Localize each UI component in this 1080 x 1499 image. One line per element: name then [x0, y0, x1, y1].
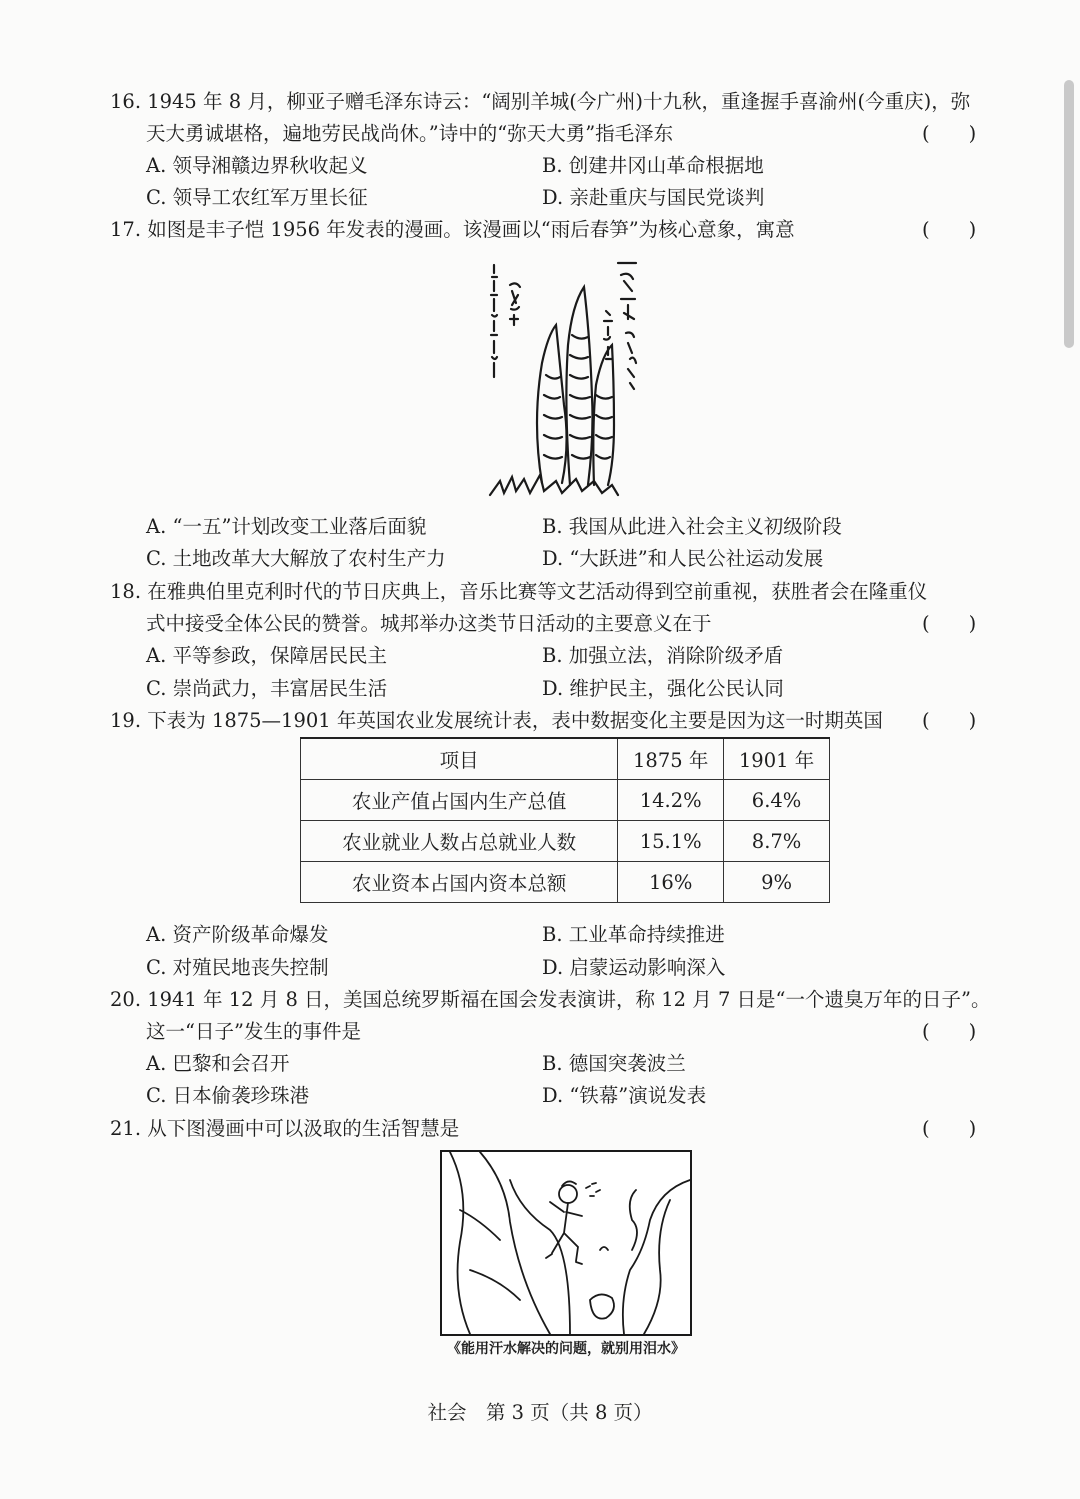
page-footer: 社会 第 3 页（共 8 页） [427, 1401, 653, 1424]
table-header-cell: 1901 年 [724, 738, 830, 780]
q16-option-d: D. 亲赴重庆与国民党谈判 [542, 186, 765, 209]
q17-option-a: A. “一五”计划改变工业落后面貌 [146, 515, 427, 538]
q19-option-b: B. 工业革命持续推进 [542, 923, 725, 946]
table-cell: 农业就业人数占总就业人数 [301, 821, 618, 862]
q18-option-d: D. 维护民主，强化公民认同 [542, 677, 784, 700]
q18-stem-line2: 式中接受全体公民的赞誉。城邦举办这类节日活动的主要意义在于 [146, 612, 712, 635]
table-cell: 6.4% [724, 780, 830, 821]
q19-option-c: C. 对殖民地丧失控制 [146, 956, 329, 979]
q20-option-b: B. 德国突袭波兰 [542, 1052, 686, 1075]
q16-option-b: B. 创建井冈山革命根据地 [542, 154, 764, 177]
table-row [301, 821, 830, 862]
agriculture-stats-table [300, 737, 830, 903]
table-cell: 14.2% [618, 780, 724, 821]
q20-option-a: A. 巴黎和会召开 [146, 1052, 290, 1075]
q19-answer-bracket: ( ) [922, 709, 977, 732]
table-cell: 8.7% [724, 821, 830, 862]
table-cell: 农业产值占国内生产总值 [301, 780, 618, 821]
q20-stem-line1: 20. 1941 年 12 月 8 日，美国总统罗斯福在国会发表演讲，称 12 月 7 日是“一个遗臭万年的日子”。 [110, 988, 991, 1011]
q16-stem-line1: 16. 1945 年 8 月，柳亚子赠毛泽东诗云：“阔别羊城(今广州)十九秋，重逢握手喜渝州(今重庆)，弥 [110, 90, 971, 113]
table-cell: 15.1% [618, 821, 724, 862]
table-header-cell: 项目 [301, 738, 618, 780]
q16-stem-line2: 天大勇诚堪格，遍地劳民战尚休。”诗中的“弥天大勇”指毛泽东 [146, 122, 674, 145]
q19-option-d: D. 启蒙运动影响深入 [542, 956, 726, 979]
table-cell: 16% [618, 862, 724, 903]
q19-option-a: A. 资产阶级革命爆发 [146, 923, 329, 946]
q17-stem: 17. 如图是丰子恺 1956 年发表的漫画。该漫画以“雨后春笋”为核心意象，寓意 [110, 218, 795, 241]
q20-option-d: D. “铁幕”演说发表 [542, 1084, 707, 1107]
q21-stem: 21. 从下图漫画中可以汲取的生活智慧是 [110, 1117, 460, 1140]
q21-answer-bracket: ( ) [922, 1117, 977, 1140]
cartoon-caption: 《能用汗水解决的问题，就别用泪水》 [447, 1341, 685, 1357]
q18-option-c: C. 崇尚武力，丰富居民生活 [146, 677, 388, 700]
q17-option-c: C. 土地改革大大解放了农村生产力 [146, 547, 446, 570]
q20-stem-line2: 这一“日子”发生的事件是 [146, 1020, 361, 1043]
q17-answer-bracket: ( ) [922, 218, 977, 241]
table-header-row [301, 738, 830, 780]
q16-answer-bracket: ( ) [922, 122, 977, 145]
q18-option-a: A. 平等参政，保障居民民主 [146, 644, 387, 667]
climber-cartoon [440, 1150, 692, 1336]
q17-option-d: D. “大跃进”和人民公社运动发展 [542, 547, 824, 570]
q20-answer-bracket: ( ) [922, 1020, 977, 1043]
table-row [301, 862, 830, 903]
q16-option-c: C. 领导工农红军万里长征 [146, 186, 368, 209]
table-cell: 农业资本占国内资本总额 [301, 862, 618, 903]
scrollbar[interactable] [1064, 80, 1074, 348]
q18-option-b: B. 加强立法，消除阶级矛盾 [542, 644, 784, 667]
q18-stem-line1: 18. 在雅典伯里克利时代的节日庆典上，音乐比赛等文艺活动得到空前重视，获胜者会在隆重仪 [110, 580, 928, 603]
q17-option-b: B. 我国从此进入社会主义初级阶段 [542, 515, 842, 538]
q20-option-c: C. 日本偷袭珍珠港 [146, 1084, 310, 1107]
q16-option-a: A. 领导湘赣边界秋收起义 [146, 154, 368, 177]
table-header-cell: 1875 年 [618, 738, 724, 780]
bamboo-shoots-cartoon [478, 255, 658, 505]
q19-stem: 19. 下表为 1875—1901 年英国农业发展统计表，表中数据变化主要是因为这一时期英国 [110, 709, 883, 732]
table-row [301, 780, 830, 821]
q18-answer-bracket: ( ) [922, 612, 977, 635]
table-cell: 9% [724, 862, 830, 903]
